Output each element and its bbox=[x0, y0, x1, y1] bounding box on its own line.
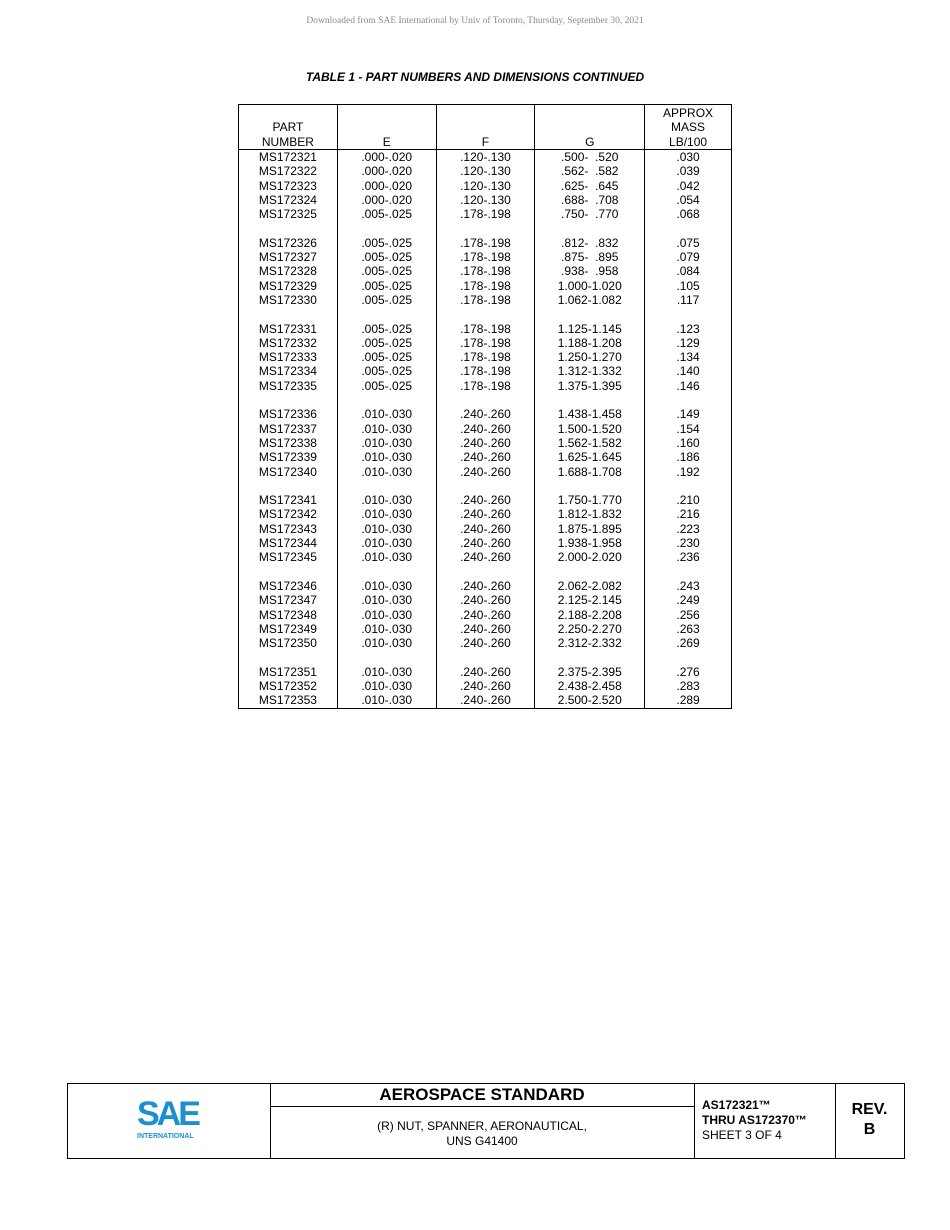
table-row bbox=[239, 693, 732, 708]
cell-part-number: MS172326 bbox=[239, 221, 338, 250]
standard-cell bbox=[270, 1084, 695, 1158]
cell-approx-mass: .140 bbox=[645, 364, 732, 378]
cell-f: .240-.260 bbox=[436, 650, 535, 679]
header-g: G bbox=[535, 105, 645, 150]
cell-e: .005-.025 bbox=[337, 307, 436, 336]
cell-approx-mass: .084 bbox=[645, 264, 732, 278]
table-row bbox=[239, 250, 732, 264]
cell-approx-mass: .149 bbox=[645, 393, 732, 422]
cell-part-number: MS172333 bbox=[239, 350, 338, 364]
cell-part-number: MS172343 bbox=[239, 522, 338, 536]
cell-part-number: MS172327 bbox=[239, 250, 338, 264]
document-number-cell bbox=[694, 1084, 836, 1158]
cell-f: .178-.198 bbox=[436, 336, 535, 350]
cell-part-number: MS172322 bbox=[239, 164, 338, 178]
cell-approx-mass: .249 bbox=[645, 593, 732, 607]
cell-part-number: MS172324 bbox=[239, 193, 338, 207]
header-e: E bbox=[337, 105, 436, 150]
header-approx-mass: APPROX MASS LB/100 bbox=[645, 105, 732, 150]
cell-f: .240-.260 bbox=[436, 465, 535, 479]
cell-f: .240-.260 bbox=[436, 593, 535, 607]
cell-approx-mass: .236 bbox=[645, 550, 732, 564]
cell-f: .120-.130 bbox=[436, 193, 535, 207]
cell-f: .178-.198 bbox=[436, 379, 535, 393]
sae-logo-wordmark: SAE bbox=[137, 1098, 198, 1133]
cell-part-number: MS172330 bbox=[239, 293, 338, 307]
cell-g: 1.500-1.520 bbox=[535, 422, 645, 436]
cell-g: 2.062-2.082 bbox=[535, 565, 645, 594]
cell-g: 2.312-2.332 bbox=[535, 636, 645, 650]
table-row bbox=[239, 608, 732, 622]
cell-f: .240-.260 bbox=[436, 550, 535, 564]
cell-f: .178-.198 bbox=[436, 350, 535, 364]
cell-e: .010-.030 bbox=[337, 479, 436, 508]
cell-approx-mass: .079 bbox=[645, 250, 732, 264]
table-body bbox=[239, 150, 732, 709]
cell-g: 2.125-2.145 bbox=[535, 593, 645, 607]
table-row bbox=[239, 622, 732, 636]
cell-part-number: MS172336 bbox=[239, 393, 338, 422]
title-block bbox=[67, 1083, 905, 1159]
table-row bbox=[239, 307, 732, 336]
cell-approx-mass: .269 bbox=[645, 636, 732, 650]
table-row bbox=[239, 636, 732, 650]
cell-e: .010-.030 bbox=[337, 507, 436, 521]
cell-f: .120-.130 bbox=[436, 150, 535, 165]
cell-e: .005-.025 bbox=[337, 221, 436, 250]
cell-f: .178-.198 bbox=[436, 279, 535, 293]
standard-heading: AEROSPACE STANDARD bbox=[270, 1084, 694, 1107]
cell-e: .005-.025 bbox=[337, 279, 436, 293]
cell-approx-mass: .160 bbox=[645, 436, 732, 450]
cell-g: 2.188-2.208 bbox=[535, 608, 645, 622]
cell-approx-mass: .039 bbox=[645, 164, 732, 178]
table-row bbox=[239, 550, 732, 564]
cell-approx-mass: .243 bbox=[645, 565, 732, 594]
revision-label: REV. bbox=[851, 1101, 888, 1118]
cell-e: .010-.030 bbox=[337, 450, 436, 464]
cell-g: .938- .958 bbox=[535, 264, 645, 278]
cell-part-number: MS172339 bbox=[239, 450, 338, 464]
table-header-row bbox=[239, 105, 732, 150]
cell-e: .010-.030 bbox=[337, 422, 436, 436]
revision-cell bbox=[835, 1084, 904, 1158]
cell-f: .178-.198 bbox=[436, 307, 535, 336]
cell-part-number: MS172323 bbox=[239, 179, 338, 193]
cell-g: .500- .520 bbox=[535, 150, 645, 165]
cell-part-number: MS172350 bbox=[239, 636, 338, 650]
cell-part-number: MS172349 bbox=[239, 622, 338, 636]
cell-f: .178-.198 bbox=[436, 221, 535, 250]
cell-part-number: MS172341 bbox=[239, 479, 338, 508]
table-row bbox=[239, 221, 732, 250]
cell-e: .005-.025 bbox=[337, 250, 436, 264]
cell-f: .240-.260 bbox=[436, 693, 535, 708]
cell-part-number: MS172329 bbox=[239, 279, 338, 293]
cell-e: .005-.025 bbox=[337, 364, 436, 378]
cell-g: .750- .770 bbox=[535, 207, 645, 221]
cell-f: .240-.260 bbox=[436, 622, 535, 636]
cell-approx-mass: .263 bbox=[645, 622, 732, 636]
table-row bbox=[239, 679, 732, 693]
cell-approx-mass: .210 bbox=[645, 479, 732, 508]
cell-g: .875- .895 bbox=[535, 250, 645, 264]
cell-e: .010-.030 bbox=[337, 608, 436, 622]
download-note: Downloaded from SAE International by Univ of Toronto, Thursday, September 30, 2021 bbox=[306, 16, 644, 26]
cell-approx-mass: .129 bbox=[645, 336, 732, 350]
revision-value: B bbox=[863, 1121, 876, 1138]
cell-f: .240-.260 bbox=[436, 393, 535, 422]
cell-f: .240-.260 bbox=[436, 565, 535, 594]
cell-f: .178-.198 bbox=[436, 264, 535, 278]
cell-e: .010-.030 bbox=[337, 650, 436, 679]
logo-cell bbox=[68, 1084, 271, 1158]
cell-e: .010-.030 bbox=[337, 550, 436, 564]
cell-part-number: MS172328 bbox=[239, 264, 338, 278]
cell-f: .120-.130 bbox=[436, 179, 535, 193]
cell-f: .120-.130 bbox=[436, 164, 535, 178]
cell-e: .010-.030 bbox=[337, 636, 436, 650]
cell-g: 2.500-2.520 bbox=[535, 693, 645, 708]
table-row bbox=[239, 650, 732, 679]
table-row bbox=[239, 264, 732, 278]
cell-approx-mass: .068 bbox=[645, 207, 732, 221]
cell-approx-mass: .289 bbox=[645, 693, 732, 708]
header-f: F bbox=[436, 105, 535, 150]
cell-part-number: MS172325 bbox=[239, 207, 338, 221]
cell-part-number: MS172348 bbox=[239, 608, 338, 622]
cell-f: .178-.198 bbox=[436, 207, 535, 221]
cell-approx-mass: .192 bbox=[645, 465, 732, 479]
cell-e: .010-.030 bbox=[337, 522, 436, 536]
cell-g: 1.125-1.145 bbox=[535, 307, 645, 336]
cell-part-number: MS172346 bbox=[239, 565, 338, 594]
table-row bbox=[239, 279, 732, 293]
cell-e: .005-.025 bbox=[337, 350, 436, 364]
cell-part-number: MS172332 bbox=[239, 336, 338, 350]
cell-approx-mass: .186 bbox=[645, 450, 732, 464]
table-row bbox=[239, 450, 732, 464]
sheet-number: SHEET 3 OF 4 bbox=[702, 1128, 782, 1142]
cell-f: .240-.260 bbox=[436, 536, 535, 550]
table-row bbox=[239, 465, 732, 479]
cell-e: .000-.020 bbox=[337, 150, 436, 165]
cell-e: .010-.030 bbox=[337, 536, 436, 550]
cell-f: .178-.198 bbox=[436, 293, 535, 307]
cell-g: 2.375-2.395 bbox=[535, 650, 645, 679]
cell-e: .010-.030 bbox=[337, 693, 436, 708]
cell-part-number: MS172334 bbox=[239, 364, 338, 378]
cell-f: .240-.260 bbox=[436, 436, 535, 450]
cell-f: .240-.260 bbox=[436, 507, 535, 521]
cell-part-number: MS172335 bbox=[239, 379, 338, 393]
cell-g: 1.000-1.020 bbox=[535, 279, 645, 293]
cell-part-number: MS172338 bbox=[239, 436, 338, 450]
table-row bbox=[239, 507, 732, 521]
cell-f: .240-.260 bbox=[436, 679, 535, 693]
table-row bbox=[239, 293, 732, 307]
document-number: AS172321™ THRU AS172370™ bbox=[702, 1098, 807, 1127]
cell-part-number: MS172340 bbox=[239, 465, 338, 479]
cell-f: .240-.260 bbox=[436, 636, 535, 650]
cell-approx-mass: .283 bbox=[645, 679, 732, 693]
cell-e: .010-.030 bbox=[337, 565, 436, 594]
table-row bbox=[239, 479, 732, 508]
table-row bbox=[239, 379, 732, 393]
table-row bbox=[239, 536, 732, 550]
cell-e: .005-.025 bbox=[337, 207, 436, 221]
table-row bbox=[239, 436, 732, 450]
cell-g: 1.750-1.770 bbox=[535, 479, 645, 508]
cell-f: .178-.198 bbox=[436, 250, 535, 264]
cell-f: .240-.260 bbox=[436, 608, 535, 622]
cell-g: 1.250-1.270 bbox=[535, 350, 645, 364]
table-row bbox=[239, 522, 732, 536]
cell-approx-mass: .042 bbox=[645, 179, 732, 193]
cell-approx-mass: .123 bbox=[645, 307, 732, 336]
cell-g: 2.000-2.020 bbox=[535, 550, 645, 564]
cell-f: .240-.260 bbox=[436, 450, 535, 464]
cell-g: .688- .708 bbox=[535, 193, 645, 207]
cell-g: 1.688-1.708 bbox=[535, 465, 645, 479]
cell-e: .010-.030 bbox=[337, 593, 436, 607]
cell-e: .010-.030 bbox=[337, 436, 436, 450]
table-row bbox=[239, 422, 732, 436]
cell-approx-mass: .276 bbox=[645, 650, 732, 679]
table-row bbox=[239, 179, 732, 193]
cell-g: 1.312-1.332 bbox=[535, 364, 645, 378]
cell-part-number: MS172331 bbox=[239, 307, 338, 336]
cell-approx-mass: .154 bbox=[645, 422, 732, 436]
cell-g: .812- .832 bbox=[535, 221, 645, 250]
cell-e: .005-.025 bbox=[337, 293, 436, 307]
table-row bbox=[239, 164, 732, 178]
cell-part-number: MS172352 bbox=[239, 679, 338, 693]
cell-g: 1.812-1.832 bbox=[535, 507, 645, 521]
table-row bbox=[239, 150, 732, 165]
cell-approx-mass: .216 bbox=[645, 507, 732, 521]
cell-approx-mass: .256 bbox=[645, 608, 732, 622]
cell-e: .010-.030 bbox=[337, 679, 436, 693]
cell-f: .178-.198 bbox=[436, 364, 535, 378]
cell-g: 1.938-1.958 bbox=[535, 536, 645, 550]
sae-logo bbox=[136, 1098, 204, 1142]
cell-g: 1.625-1.645 bbox=[535, 450, 645, 464]
cell-part-number: MS172347 bbox=[239, 593, 338, 607]
cell-e: .010-.030 bbox=[337, 393, 436, 422]
cell-e: .000-.020 bbox=[337, 179, 436, 193]
cell-f: .240-.260 bbox=[436, 422, 535, 436]
table-row bbox=[239, 593, 732, 607]
table-row bbox=[239, 193, 732, 207]
cell-g: 1.062-1.082 bbox=[535, 293, 645, 307]
cell-g: 1.375-1.395 bbox=[535, 379, 645, 393]
cell-approx-mass: .117 bbox=[645, 293, 732, 307]
table-row bbox=[239, 336, 732, 350]
cell-approx-mass: .105 bbox=[645, 279, 732, 293]
cell-g: .562- .582 bbox=[535, 164, 645, 178]
cell-f: .240-.260 bbox=[436, 479, 535, 508]
table-row bbox=[239, 393, 732, 422]
cell-approx-mass: .054 bbox=[645, 193, 732, 207]
cell-part-number: MS172321 bbox=[239, 150, 338, 165]
cell-part-number: MS172337 bbox=[239, 422, 338, 436]
cell-approx-mass: .134 bbox=[645, 350, 732, 364]
cell-g: 1.438-1.458 bbox=[535, 393, 645, 422]
table-row bbox=[239, 207, 732, 221]
cell-e: .005-.025 bbox=[337, 336, 436, 350]
cell-approx-mass: .230 bbox=[645, 536, 732, 550]
cell-e: .005-.025 bbox=[337, 264, 436, 278]
cell-g: 2.250-2.270 bbox=[535, 622, 645, 636]
cell-part-number: MS172351 bbox=[239, 650, 338, 679]
table-row bbox=[239, 364, 732, 378]
cell-part-number: MS172342 bbox=[239, 507, 338, 521]
cell-approx-mass: .030 bbox=[645, 150, 732, 165]
cell-e: .000-.020 bbox=[337, 193, 436, 207]
cell-approx-mass: .223 bbox=[645, 522, 732, 536]
header-part-number: PART NUMBER bbox=[239, 105, 338, 150]
cell-g: .625- .645 bbox=[535, 179, 645, 193]
cell-approx-mass: .075 bbox=[645, 221, 732, 250]
cell-e: .005-.025 bbox=[337, 379, 436, 393]
cell-g: 1.875-1.895 bbox=[535, 522, 645, 536]
cell-part-number: MS172344 bbox=[239, 536, 338, 550]
cell-e: .000-.020 bbox=[337, 164, 436, 178]
cell-g: 2.438-2.458 bbox=[535, 679, 645, 693]
cell-part-number: MS172353 bbox=[239, 693, 338, 708]
table-title: TABLE 1 - PART NUMBERS AND DIMENSIONS CONTINUED bbox=[305, 70, 645, 84]
cell-e: .010-.030 bbox=[337, 622, 436, 636]
cell-approx-mass: .146 bbox=[645, 379, 732, 393]
cell-e: .010-.030 bbox=[337, 465, 436, 479]
cell-f: .240-.260 bbox=[436, 522, 535, 536]
table-row bbox=[239, 350, 732, 364]
part-description: (R) NUT, SPANNER, AERONAUTICAL, UNS G41400 bbox=[377, 1119, 587, 1148]
cell-part-number: MS172345 bbox=[239, 550, 338, 564]
cell-g: 1.188-1.208 bbox=[535, 336, 645, 350]
sae-logo-subtext: INTERNATIONAL bbox=[137, 1133, 194, 1140]
cell-g: 1.562-1.582 bbox=[535, 436, 645, 450]
table-row bbox=[239, 565, 732, 594]
dimensions-table bbox=[238, 104, 732, 709]
